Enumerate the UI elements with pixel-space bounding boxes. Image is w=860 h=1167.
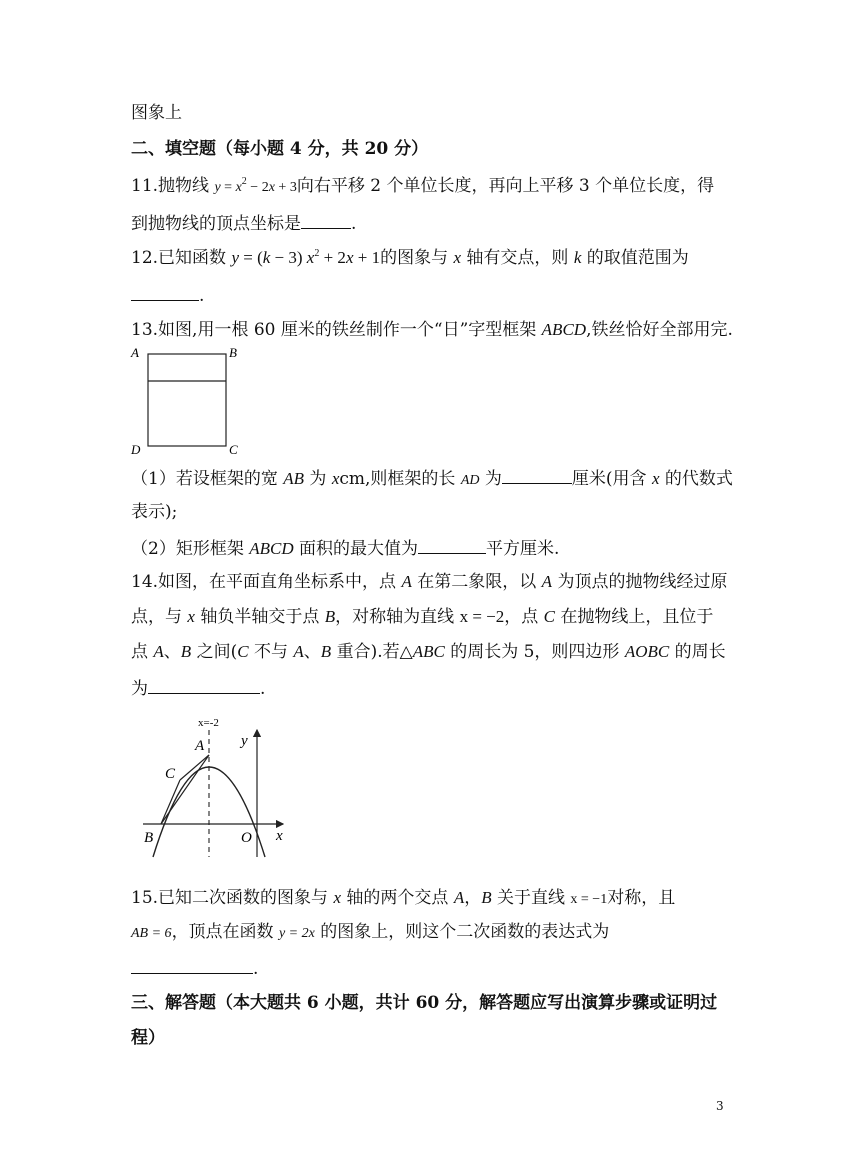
q11-suffix: 向右平移 2 个单位长度，再向上平移 3 个单位长度，得: [296, 176, 715, 196]
label-C: C: [229, 442, 238, 457]
q12-prefix: 12.已知函数: [131, 248, 232, 268]
q11-line2-text: 到抛物线的顶点坐标是: [131, 214, 301, 234]
q15-l1e: 对称，且: [607, 888, 676, 908]
q15-B: B: [481, 888, 492, 907]
q13-text2: ,铁丝恰好全部用完.: [586, 320, 733, 340]
q14-l4: 为: [131, 679, 148, 699]
q14-l3e: 重合).若△: [331, 642, 413, 662]
q14-l1c: 为顶点的抛物线经过原: [552, 572, 728, 592]
q14-AOBC: AOBC: [624, 642, 670, 661]
frame-rect: [148, 354, 226, 446]
q14-line4: [131, 675, 265, 701]
q13-sub2-blank[interactable]: [418, 535, 486, 554]
q14-l3f: 的周长为 5，则四边形: [444, 642, 625, 662]
label-A: A: [131, 345, 139, 360]
q13-sub2-b: 面积的最大值为: [293, 539, 419, 559]
q14-C2: C: [237, 642, 249, 661]
q13-sub1-ad: AD: [460, 473, 480, 488]
q11-answer-blank[interactable]: [301, 210, 351, 229]
q14-l2c: ，对称轴为直线: [335, 607, 460, 627]
q14-B: B: [324, 607, 336, 626]
q14-axis-eq: x = −2: [459, 607, 505, 626]
q15-l1c: ，: [464, 888, 482, 908]
q13-sub1-blank[interactable]: [502, 465, 572, 484]
q14-A: A: [401, 572, 412, 591]
q15-line-eq: x = −1: [570, 892, 608, 907]
q15-l2c: 的图象上，则这个二次函数的表达式为: [314, 922, 610, 942]
q15-line3: [131, 955, 258, 981]
q13-line1: [131, 318, 733, 342]
q11-end: .: [351, 214, 357, 234]
q13-name: ABCD: [541, 320, 587, 339]
q15-l2b: ，顶点在函数: [171, 922, 279, 942]
q12-end: .: [199, 286, 205, 306]
q14-end: .: [260, 679, 266, 699]
q13-sub1-e: 厘米(用含: [571, 469, 652, 489]
q14-answer-blank[interactable]: [148, 675, 260, 694]
q14-line2: [131, 605, 713, 629]
q14-parabola-figure: [138, 712, 298, 862]
label-B: B: [144, 830, 154, 846]
q14-line3: [131, 640, 726, 664]
q12-suffix3: 的取值范围为: [581, 248, 689, 268]
q12-line2: [131, 282, 204, 308]
q14-l3d: 不与: [248, 642, 294, 662]
q13-sub1-f: 的代数式: [659, 469, 733, 489]
q13-text: 13.如图,用一根 60 厘米的铁丝制作一个“日”字型框架: [131, 320, 542, 340]
q14-l2a: 点，与: [131, 607, 188, 627]
q13-frame-figure: [128, 342, 248, 460]
q14-ABC: ABC: [412, 642, 445, 661]
section2-header: 二、填空题（每小题 4 分，共 20 分）: [131, 139, 429, 159]
q14-l1b: 在第二象限，以: [411, 572, 542, 592]
q14-l2d: ，点: [504, 607, 544, 627]
q14-A3: A: [153, 642, 164, 661]
label-D: D: [131, 442, 141, 457]
q12-formula: y = (k − 3) $x^2 + 2x + 1$: [231, 248, 381, 267]
q12-suffix2: 轴有交点，则: [461, 248, 574, 268]
q15-ab: AB = 6: [131, 926, 172, 941]
q14-A4: A: [293, 642, 304, 661]
label-y: y: [241, 733, 248, 749]
q15-line1: [131, 886, 675, 912]
q13-sub2-a: （2）矩形框架: [131, 539, 250, 559]
q11-line1: [131, 174, 714, 200]
label-x: x: [276, 828, 283, 844]
q12-k: k: [573, 248, 582, 267]
q15-l1b: 轴的两个交点: [341, 888, 454, 908]
q14-B3: B: [320, 642, 332, 661]
q12-line1: [131, 246, 689, 270]
q13-sub1-d: 为: [479, 469, 502, 489]
q13-sub1-a: （1）若设框架的宽: [131, 469, 284, 489]
q13-sub1-c: cm,则框架的长: [339, 469, 461, 489]
top-fragment: 图象上: [131, 103, 182, 123]
q13-sub1-x2: x: [651, 469, 660, 488]
q13-sub2-c: 平方厘米.: [486, 539, 560, 559]
q11-formula: $y = x^2 - 2x + 3$: [214, 176, 297, 195]
q14-l1a: 14.如图，在平面直角坐标系中，点: [131, 572, 402, 592]
q15-x: x: [333, 888, 341, 907]
label-C: C: [165, 766, 176, 782]
q15-l1d: 关于直线: [491, 888, 571, 908]
q13-sub2-name: ABCD: [249, 539, 294, 558]
q14-A2: A: [541, 572, 553, 591]
q15-l1a: 15.已知二次函数的图象与: [131, 888, 334, 908]
label-A: A: [195, 738, 205, 754]
q13-sub1-b: 为: [304, 469, 332, 489]
q13-sub1-x: x: [331, 469, 340, 488]
q12-x: x: [453, 248, 462, 267]
q11-prefix: 11.抛物线: [131, 176, 215, 196]
q14-l2e: 在抛物线上，且位于: [555, 607, 714, 627]
q13-sub1-line2: 表示);: [131, 502, 178, 522]
section3-header-line2: 程）: [131, 1028, 165, 1048]
q14-l3a: 点: [131, 642, 154, 662]
q14-x: x: [187, 607, 195, 626]
q12-suffix: 的图象与: [380, 248, 454, 268]
q11-line2: [131, 210, 356, 236]
q13-sub1-ab: AB: [283, 469, 305, 488]
q12-answer-blank[interactable]: [131, 282, 199, 301]
q14-l3b2: 、: [303, 642, 321, 662]
q15-end: .: [253, 959, 259, 979]
q14-line1: [131, 570, 727, 594]
q13-sub2: [131, 535, 559, 561]
q13-sub1-line1: [131, 465, 733, 493]
label-O: O: [241, 830, 252, 846]
q15-line2: [131, 920, 609, 946]
q14-B2: B: [180, 642, 192, 661]
sym-label: x=-2: [198, 717, 219, 729]
q14-l2b: 轴负半轴交于点: [194, 607, 325, 627]
q15-answer-blank[interactable]: [131, 955, 253, 974]
q14-C: C: [543, 607, 555, 626]
label-B: B: [229, 345, 237, 360]
page-number: 3: [716, 1099, 724, 1113]
q15-A: A: [453, 888, 465, 907]
section3-header-line1: 三、解答题（本大题共 6 小题，共计 60 分，解答题应写出演算步骤或证明过: [131, 993, 718, 1013]
q14-l3g: 的周长: [669, 642, 726, 662]
q14-l3c: 之间(: [191, 642, 238, 662]
segment-BC: [161, 780, 180, 824]
q14-l3b: 、: [163, 642, 181, 662]
q15-fn: y = 2x: [278, 926, 315, 941]
